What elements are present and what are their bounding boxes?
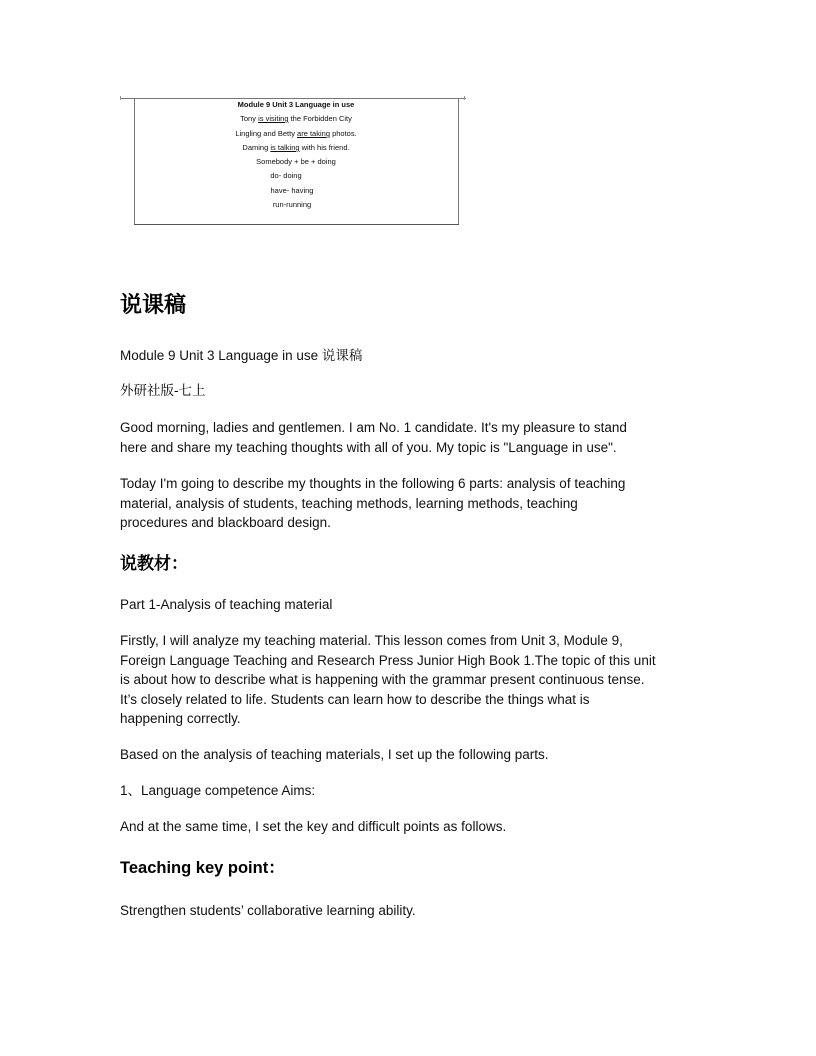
- paragraph-line: Foreign Language Teaching and Research Press Junior High Book 1.The topic of this unit: [120, 652, 656, 668]
- figure-text: Tony: [240, 114, 259, 123]
- paragraph-line: Firstly, I will analyze my teaching material. This lesson comes from Unit 3, Module 9,: [120, 633, 623, 648]
- figure-example-3: [134, 143, 458, 153]
- paragraph-line: It’s closely related to life. Students can learn how to describe the things what is: [120, 691, 590, 707]
- figure-text: the Forbidden City: [288, 114, 352, 123]
- figure-verb-form-1: do- doing: [270, 171, 302, 180]
- figure-verb-form-3: run-running: [272, 200, 312, 209]
- figure-example-1: [134, 114, 458, 124]
- figure-text: Lingling and Betty: [235, 129, 298, 138]
- paragraph-line: material, analysis of students, teaching methods, learning methods, teaching: [120, 495, 578, 511]
- teaching-key-point-text: Strengthen students’ collaborative learning ability.: [120, 903, 416, 918]
- blackboard-figure: [120, 96, 468, 228]
- figure-title: Module 9 Unit 3 Language in use: [237, 100, 355, 109]
- subtitle-english: Module 9 Unit 3 Language in use: [120, 348, 322, 363]
- figure-verb-form-2: have- having: [270, 186, 314, 195]
- based-on-paragraph: Based on the analysis of teaching materials, I set up the following parts.: [120, 747, 549, 762]
- paragraph-line: Today I'm going to describe my thoughts in the following 6 parts: analysis of teaching: [120, 476, 626, 491]
- aim-1-label: 1、Language competence Aims:: [120, 783, 316, 798]
- paragraph-line: Good morning, ladies and gentlemen. I am No. 1 candidate. It's my pleasure to stand: [120, 420, 627, 435]
- paragraph-line: is about how to describe what is happening with the grammar present continuous tense.: [120, 672, 645, 687]
- paragraph-line: happening correctly.: [120, 711, 241, 726]
- figure-right-border: [458, 99, 459, 225]
- figure-text: photos.: [329, 129, 357, 138]
- figure-text: with his friend.: [299, 143, 350, 152]
- figure-verb-underlined: is talking: [270, 143, 300, 152]
- figure-bottom-border: [134, 224, 459, 225]
- teaching-key-point-heading: Teaching key point：: [120, 859, 285, 877]
- section-heading-textbook: 说教材：: [120, 554, 188, 574]
- document-title: 说课稿: [120, 293, 187, 318]
- edition-label: 外研社版-七上: [120, 383, 206, 399]
- figure-structure: Somebody + be + doing: [256, 157, 336, 166]
- figure-corner-tick: [464, 96, 465, 100]
- part1-label: Part 1-Analysis of teaching material: [120, 597, 333, 612]
- analysis-paragraph: [120, 631, 710, 729]
- outline-paragraph: [120, 474, 710, 533]
- figure-text: Daming: [242, 143, 271, 152]
- intro-paragraph: [120, 418, 710, 457]
- subtitle-chinese: 说课稿: [321, 348, 363, 364]
- key-points-paragraph: And at the same time, I set the key and difficult points as follows.: [120, 819, 507, 834]
- figure-corner-tick: [120, 96, 121, 100]
- figure-verb-underlined: are taking: [297, 129, 330, 138]
- paragraph-line: procedures and blackboard design.: [120, 515, 331, 530]
- paragraph-line: here and share my teaching thoughts with all of you. My topic is "Language in use".: [120, 439, 617, 455]
- figure-top-border: [120, 98, 466, 99]
- figure-verb-underlined: is visiting: [258, 114, 289, 123]
- figure-example-2: [134, 129, 458, 139]
- document-subtitle: [120, 346, 710, 367]
